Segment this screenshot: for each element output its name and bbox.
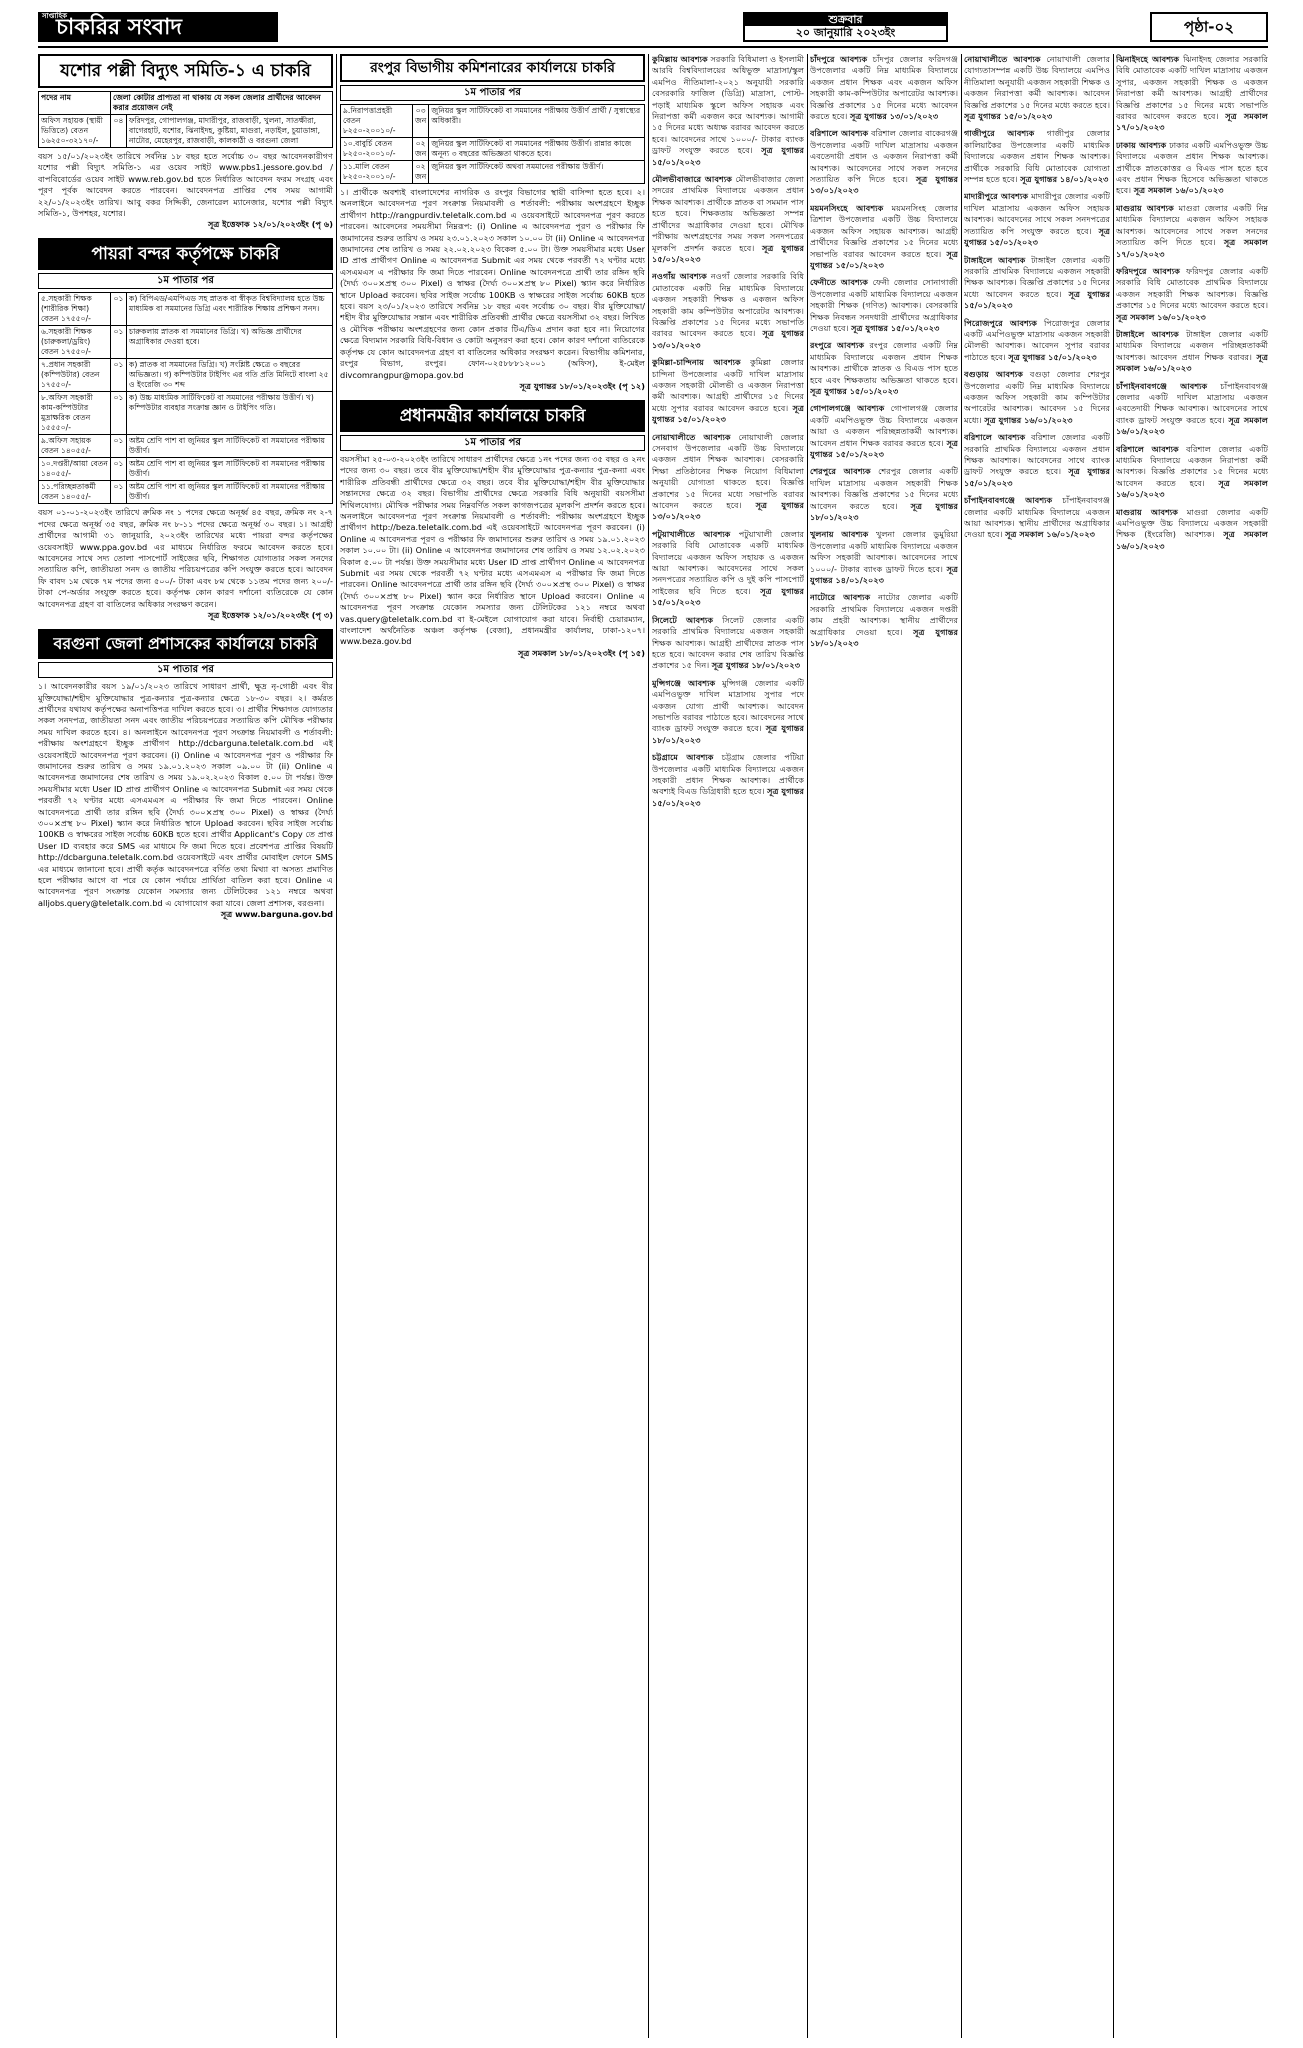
classified-ad	[652, 752, 804, 809]
classified-body: রংপুর জেলার একটি নিম্ন মাধ্যমিক বিদ্যালয়ে একজন প্রধান শিক্ষক আবশ্যক। প্রার্থীকে স্নাতক ও বিএড পাস হতে হবে এবং শিক্ষকতায় অভিজ্ঞতা থাকতে হবে।	[810, 340, 958, 385]
table-row	[39, 458, 333, 481]
count-cell: ০১	[111, 326, 127, 359]
classified-ad	[964, 255, 1110, 312]
post-cell: ৯.অফিস সহায়ক বেতন ১৪০৫৫/-	[39, 435, 111, 458]
classified-source: সূত্র যুগান্তর ১৫/০১/২০২৩	[964, 111, 1053, 122]
count-cell: ০২ জন	[413, 161, 429, 184]
classified-title: গোপালগঞ্জে আবশ্যক	[810, 403, 885, 414]
classified-body: বরিশাল জেলার একটি সরকারি প্রাথমিক বিদ্যালয়ে একজন প্রধান শিক্ষক আবশ্যক। আবেদনের সাথে ব্যাংক ড্রাফট সংযুক্ত করতে হবে।	[964, 432, 1110, 477]
classified-ad	[810, 128, 958, 196]
count-cell: ০১	[111, 435, 127, 458]
classified-source: সূত্র যুগান্তর ১৪/০১/২০২৩	[810, 563, 958, 586]
post-cell: ৭.প্রধান সহকারী (কম্পিউটার) বেতন ১৭৫৫০/-	[39, 359, 111, 392]
classified-source: সূত্র যুগান্তর ১৬/০১/২০২৩	[984, 414, 1073, 425]
article-source: সূত্র www.barguna.gov.bd	[220, 909, 333, 920]
post-cell: অফিস সহায়ক (স্থায়ী ভিত্তিতে) বেতন ১৬২৫০-৩২১৭০/-	[39, 115, 111, 148]
column-divider	[648, 54, 649, 2038]
rangpur-article	[340, 54, 645, 392]
classified-source: সূত্র যুগান্তর ১৫/০১/২০২৩	[964, 288, 1110, 311]
table-row	[39, 115, 333, 148]
classified-body: সিলেট জেলার একটি সরকারি প্রাথমিক বিদ্যালয়ে একজন সহকারী শিক্ষক আবশ্যক। আগ্রহী প্রার্থীদের স্নাতক পাস হতে হবে। আবেদন করার শেষ তারিখ বিজ্ঞপ্তি প্রকাশের ১৫ দিন।	[652, 614, 804, 671]
classified-source: সূত্র যুগান্তর ১৫/০১/২০২৩	[652, 786, 804, 808]
classified-source: সূত্র যুগান্তর ১৫/০১/২০২৩	[652, 145, 804, 167]
article-subhead: ১ম পাতার পর	[340, 435, 645, 451]
info-cell: অষ্টম শ্রেণি পাশ বা জুনিয়র স্কুল সার্টিফিকেট বা সমমানের পরীক্ষায় উত্তীর্ণ।	[127, 435, 333, 458]
count-cell: ০৪	[111, 115, 127, 148]
classified-ad	[652, 529, 804, 609]
classified-body: বরিশাল জেলার একটি মাধ্যমিক বিদ্যালয়ে একজন নিরাপত্তা কর্মী আবশ্যক। বিজ্ঞপ্তি প্রকাশের ১৫ দিনের মধ্যে আবেদন করতে হবে।	[1116, 443, 1268, 488]
column-divider	[961, 54, 962, 2038]
classified-body: গাজীপুর জেলার কালিয়াকৈর উপজেলার একটি মাধ্যমিক বিদ্যালয়ে একজন প্রধান শিক্ষক আবশ্যক। প্রার্থীকে সরকারি বিধি মোতাবেক যোগ্যতা সম্পন্ন হতে হবে।	[964, 128, 1110, 185]
classified-body: বগুড়া জেলার শেরপুর উপজেলার একটি নিম্ন মাধ্যমিক বিদ্যালয়ে একজন অফিস সহকারী কাম কম্পিউটার অপারেটর আবশ্যক। আবেদন ১৫ দিনের মধ্যে।	[964, 369, 1110, 425]
classified-source: সূত্র সমকাল ১৭/০১/২০২৩	[1116, 237, 1268, 259]
count-cell: ০১	[111, 359, 127, 392]
classified-title: পটুয়াখালীতে আবশ্যক	[652, 528, 731, 539]
classified-source: সূত্র যুগান্তর ১৫/০১/২০২৩	[810, 248, 958, 270]
count-cell: ০২ জন	[413, 138, 429, 161]
classified-title: নোয়াখালীতে আবশ্যক	[964, 54, 1041, 64]
classified-body: নওগাঁ জেলার সরকারি বিধি মোতাবেক একটি নিম্ন মাধ্যমিক বিদ্যালয়ে একজন সহকারী শিক্ষক ও একজন অফিস সহকারী কাম কম্পিউটার অপারেটর আবশ্যক। বিজ্ঞপ্তি প্রকাশের ১৫ দিনের মধ্যে সভাপতি বরাবর আবেদন করতে হবে।	[652, 271, 804, 339]
classified-source: সূত্র যুগান্তর ১৫/০১/২০২৩	[810, 437, 958, 459]
issue-day: শুক্রবার	[745, 14, 946, 26]
classified-source: সূত্র যুগান্তর ১৫/০১/২০২৩	[652, 585, 804, 608]
classified-title: কুমিল্লায় আবশ্যক	[652, 54, 708, 64]
classified-ad	[810, 466, 958, 523]
classified-source: সূত্র যুগান্তর ১৫/০১/২০২৩	[652, 402, 804, 425]
classified-body: নাটোর জেলার একটি সরকারি প্রাথমিক বিদ্যালয়ে একজন দপ্তরী কাম প্রহরী আবশ্যক। স্থানীয় প্রার্থীদের অগ্রাধিকার দেওয়া হবে।	[810, 592, 958, 637]
classified-title: মাগুরায় আবশ্যক	[1116, 202, 1174, 213]
classified-body: মাগুরা জেলার একটি এমপিওভুক্ত উচ্চ বিদ্যালয়ে একজন সহকারী শিক্ষক (ইংরেজি) আবশ্যক।	[1116, 506, 1268, 540]
classified-ad	[652, 678, 804, 746]
article-title: যশোর পল্লী বিদ্যুৎ সমিতি-১ এ চাকরি	[38, 54, 333, 88]
classified-ad	[652, 357, 804, 425]
classified-body: নোয়াখালী জেলার যোগ্যতাসম্পন্ন একটি উচ্চ বিদ্যালয়ে এমপিও নীতিমালা অনুযায়ী একজন সহকারী শিক্ষক ও একজন নিরাপত্তা কর্মী আবশ্যক। আবেদন বিজ্ঞপ্তি প্রকাশের ১৫ দিনের মধ্যে করতে হবে।	[964, 54, 1110, 110]
classified-source: সূত্র সমকাল ১৭/০১/২০২৩	[1116, 111, 1268, 133]
classified-source: সূত্র যুগান্তর ১৩/০১/২০২৩	[652, 328, 804, 350]
classified-ad	[652, 432, 804, 523]
classified-title: চাঁপাইনবাবগঞ্জে আবশ্যক	[1116, 380, 1208, 391]
barguna-article	[38, 629, 333, 920]
classified-source: সূত্র যুগান্তর ১৫/০১/২০২৩	[964, 225, 1110, 248]
column-c-classifieds	[652, 54, 804, 2038]
table-row	[39, 359, 333, 392]
classified-source: সূত্র যুগান্তর ১৫/০১/২০২৩	[652, 242, 804, 264]
classified-source: সূত্র সমকাল ১৬/০১/২০২৩	[1005, 529, 1095, 540]
table-header-cell: জেলা কোটার প্রাপ্যতা না থাকায় যে সকল জেলার প্রার্থীদের আবেদন করার প্রয়োজন নেই	[111, 92, 333, 115]
classified-title: নাটোরে আবশ্যক	[810, 592, 871, 603]
table-header-cell: পদের নাম	[39, 92, 111, 115]
classified-body: বরিশাল জেলার বাকেরগঞ্জ উপজেলার একটি দাখিল মাদ্রাসায় একজন এবতেদায়ী প্রধান ও একজন নিরাপত্তা কর্মী আবশ্যক। আবেদনের সাথে সকল সনদের সত্যায়িত কপি দিতে হবে।	[810, 128, 958, 185]
classified-title: গাজীপুরে আবশ্যক	[964, 128, 1035, 139]
table-row	[39, 481, 333, 504]
classified-body: চাঁপাইনবাবগঞ্জ জেলার একটি দাখিল মাদ্রাসায় একজন এবতেদায়ী শিক্ষক আবশ্যক। আবেদনের সাথে ব্যাংক ড্রাফট সংযুক্ত করতে হবে।	[1116, 380, 1268, 425]
classified-body: মুন্সিগঞ্জ জেলার একটি এমপিওভুক্ত দাখিল মাদ্রাসায় সুপার পদে একজন যোগ্য প্রার্থী আবশ্যক। আবেদন সভাপতি বরাবর পাঠাতে হবে। আবেদনের সাথে ব্যাংক ড্রাফট সংযুক্ত করতে হবে।	[652, 677, 804, 734]
post-cell: ৬.সহকারী শিক্ষক (চারুকলা/ড্রয়িং) বেতন ১৭৫৫০/-	[39, 326, 111, 359]
classified-title: সিলেটে আবশ্যক	[652, 614, 714, 625]
payra-article	[38, 238, 333, 621]
classified-ad	[964, 432, 1110, 489]
classified-title: চাঁদপুরে আবশ্যক	[810, 54, 868, 64]
classified-title: ফেনীতে আবশ্যক	[810, 277, 868, 288]
classified-body: খুলনা জেলার ডুমুরিয়া উপজেলার একটি মাধ্যমিক বিদ্যালয়ে একজন অফিস সহকারী আবশ্যক। আবেদনের সাথে ১০০০/- টাকার ব্যাংক ড্রাফট দিতে হবে।	[810, 529, 958, 574]
article-body: ১। আবেদনকারীর বয়স ১৯/০১/২০২৩ তারিখে সাধারণ প্রার্থী, ক্ষুদ্র নৃ-গোষ্ঠী এবং বীর মুক্তিযোদ্ধা/শহীদ মুক্তিযোদ্ধার পুত্র-কন্যার পুত্র-কন্যার ক্ষেত্রে ১৮-৩০ বছর। ২। কর্মরত প্রার্থীদের যথাযথ কর্তৃপক্ষের অনাপত্তিপত্র দাখিল করতে হবে। ৩। প্রার্থীর শিক্ষাগত যোগ্যতার সকল সনদপত্র, জাতীয়তা সনদ এবং জাতীয় পরিচয়পত্রের সত্যায়িত কপি মৌখিক পরীক্ষার সময় দাখিল করতে হবে। ৪। অনলাইনে আবেদনপত্র পূরণ সংক্রান্ত নিয়মাবলী ও শর্তাবলী: পরীক্ষায় অংশগ্রহণে ইচ্ছুক প্রার্থীগণ http://dcbarguna.teletalk.com.bd এই ওয়েবসাইটে আবেদনপত্র পূরণ করবেন। (i) Online এ আবেদনপত্র পূরণ ও পরীক্ষার ফি জমাদানের শুরুর তারিখ ও সময় ১৯.০১.২০২৩ সকাল ০৯.০০ টা (ii) Online এ আবেদনপত্র জমাদানের শেষ তারিখ ও সময় ১৯.০২.২০২৩ বিকাল ৫.০০ টা পর্যন্ত। উক্ত সময়সীমার মধ্যে User ID প্রাপ্ত প্রার্থীগণ Online এ আবেদনপত্র Submit এর সময় থেকে পরবর্তী ৭২ ঘণ্টার মধ্যে এসএমএস এ পরীক্ষার ফি জমা দিতে পারবেন। Online আবেদনপত্রে প্রার্থী তার রঙ্গিন ছবি (দৈর্ঘ্য ৩০০×প্রস্থ ৩০০ Pixel) ও স্বাক্ষর (দৈর্ঘ্য ৩০০×প্রস্থ ৮০ Pixel) স্ক্যান করে নির্ধারিত স্থানে Upload করবেন। ছবির সাইজ সর্বোচ্চ 100KB ও স্বাক্ষরের সাইজ সর্বোচ্চ 60KB হতে হবে। প্রার্থীর Applicant's Copy তে প্রাপ্ত User ID ব্যবহার করে SMS এর মাধ্যমে ফি জমা দিতে হবে। প্রবেশপত্র প্রাপ্তির বিষয়টি http://dcbarguna.teletalk.com.bd ওয়েবসাইটে এবং প্রার্থীর মোবাইল ফোনে SMS এর মাধ্যমে জানানো হবে। প্রার্থী কর্তৃক আবেদনপত্রে বর্ণিত তথ্য মিথ্যা বা অসত্য প্রমাণিত হলে পরীক্ষার আগে বা পরে যে কোন পর্যায়ে প্রার্থিতা বাতিল করা হবে। Online এ আবেদনপত্র পূরণ সংক্রান্ত যেকোন সমস্যার জন্য টেলিটকের ১২১ নম্বরে অথবা alljobs.query@teletalk.com.bd এ যোগাযোগ করা যাবে। জেলা প্রশাসক, বরগুনা।	[38, 681, 333, 908]
column-f-classifieds	[1116, 54, 1268, 2038]
table-row	[341, 138, 645, 161]
classified-body: ফরিদপুর জেলার একটি সরকারি বিধি মোতাবেক প্রাথমিক বিদ্যালয়ে একজন সহকারী শিক্ষক আবশ্যক। বিজ্ঞপ্তি প্রকাশের ১৫ দিনের মধ্যে আবেদন করতে হবে।	[1116, 265, 1268, 311]
classified-title: মাদারীপুরে আবশ্যক	[964, 191, 1029, 202]
classified-ad	[1116, 266, 1268, 323]
info-cell: জুনিয়র স্কুল সার্টিফিকেট বা সমমানের পরীক্ষায় উত্তীর্ণ। রান্নার কাজে অনূন্য ৩ বছরের অভিজ্ঞতা থাকতে হবে।	[429, 138, 645, 161]
classified-title: নওগাঁয় আবশ্যক	[652, 271, 707, 282]
info-cell: অষ্টম শ্রেণি পাশ বা জুনিয়র স্কুল সার্টিফিকেট বা সমমানের পরীক্ষায় উত্তীর্ণ।	[127, 481, 333, 504]
classified-ad	[1116, 140, 1268, 197]
article-subhead: ১ম পাতার পর	[38, 662, 333, 678]
classified-ad	[964, 128, 1110, 185]
classified-ad	[810, 203, 958, 271]
classified-title: টাঙ্গাইলে আবশ্যক	[1116, 328, 1179, 339]
classified-body: কুমিল্লা জেলার চান্দিনা উপজেলার একটি দাখিল মাদ্রাসায় একজন সহকারী মৌলভী ও একজন নিরাপত্তা কর্মী আবশ্যক। আগ্রহী প্রার্থীদের ১৫ দিনের মধ্যে সুপার বরাবর আবেদন করতে হবে।	[652, 357, 804, 413]
article-body: বয়স ০১-০১-২০২৩ইং তারিখে ক্রমিক নং ১ পদের ক্ষেত্রে অনূর্ধ্ব ৪৫ বছর, ক্রমিক নং ২-৭ পদের ক্ষেত্রে অনূর্ধ্ব ৩৫ বছর, ক্রমিক নং ৮-১১ পদের ক্ষেত্রে অনূর্ধ্ব ৩০ বছর। ১। আগ্রহী প্রার্থীদের আগামী ৩১ জানুয়ারি, ২০২৩ইং তারিখের মধ্যে পায়রা বন্দর কর্তৃপক্ষের ওয়েবসাইট www.ppa.gov.bd এর মাধ্যমে নির্ধারিত ফরমে আবেদন করতে হবে। আবেদনের সাথে সদ্য তোলা পাসপোর্ট সাইজের ছবি, শিক্ষাগত যোগ্যতার সকল সনদের সত্যায়িত কপি, জাতীয়তা সনদ ও জাতীয় পরিচয়পত্রের কপি সংযুক্ত করতে হবে। আবেদন ফি বাবদ ১ম থেকে ৭ম পদের জন্য ৫০০/- টাকা এবং ৮ম থেকে ১১তম পদের জন্য ২০০/- টাকা পে-অর্ডার সংযুক্ত করতে হবে। কর্তৃপক্ষ কোন কারণ দর্শানো ব্যতিরেকে যে কোন আবেদনপত্র গ্রহণ বা বাতিলের অধিকার সংরক্ষণ করেন।	[38, 507, 333, 609]
post-cell: ৫.সহকারী শিক্ষক (শারীরিক শিক্ষা) বেতন ১৭৫৫০/-	[39, 293, 111, 326]
classified-title: শেরপুরে আবশ্যক	[810, 466, 871, 477]
article-source: সূত্র সমকাল ১৮/০১/২০২৩ইং (পৃ ১৫)	[518, 647, 645, 658]
classified-title: বরিশালে আবশ্যক	[964, 432, 1026, 443]
classified-title: মুন্সিগঞ্জে আবশ্যক	[652, 677, 716, 688]
classified-title: ঢাকায় আবশ্যক	[1116, 139, 1167, 150]
classified-body: ঝিনাইদহ জেলার সরকারি বিধি মোতাবেক একটি দাখিল মাদ্রাসায় একজন সুপার, একজন সহকারী শিক্ষক ও একজন নিরাপত্তা কর্মী আবশ্যক। আগ্রহী প্রার্থীদের বিজ্ঞপ্তি প্রকাশের ১৫ দিনের মধ্যে সভাপতি বরাবর আবেদন করতে হবে।	[1116, 54, 1268, 122]
classified-ad	[810, 340, 958, 397]
article-body: বয়সসীমা ২৫-০৩-২০২৩ইং তারিখে সাধারণ প্রার্থীদের ক্ষেত্রে ১নং পদের জন্য ৩৫ বছর ও ২নং পদের জন্য ৩০ বছর। তবে বীর মুক্তিযোদ্ধা/শহীদ বীর মুক্তিযোদ্ধার পুত্র-কন্যার পুত্র-কন্যা এবং শারীরিক প্রতিবন্ধী প্রার্থীদের ক্ষেত্রে ৩২ বছর। তবে বীর মুক্তিযোদ্ধা/শহীদ বীর মুক্তিযোদ্ধার সন্তানদের ক্ষেত্রে ৩২ বছর। বিভাগীয় প্রার্থীদের ক্ষেত্রে সরকারি বিধি অনুযায়ী বয়সসীমা শিথিলযোগ্য। মৌখিক পরীক্ষার সময় নিম্নবর্ণিত সকল কাগজপত্রের মূলকপি প্রদর্শন করতে হবে। অনলাইনে আবেদনপত্র পূরণ সংক্রান্ত নিয়মাবলী ও শর্তাবলী: পরীক্ষায় অংশগ্রহণে ইচ্ছুক প্রার্থীগণ http://beza.teletalk.com.bd এই ওয়েবসাইটে আবেদনপত্র পূরণ করবেন। (i) Online এ আবেদনপত্র পূরণ ও পরীক্ষার ফি জমাদানের শুরুর তারিখ ও সময় ১৯.০১.২০২৩ সকাল ১০.০০ টা। (ii) Online এ আবেদনপত্র জমাদানের শেষ তারিখ ও সময় ১২.০২.২০২৩ বিকাল ৫.০০ টা পর্যন্ত। উক্ত সময়সীমার মধ্যে User ID প্রাপ্ত প্রার্থীগণ Online এ আবেদনপত্র Submit এর সময় থেকে পরবর্তী ৭২ ঘণ্টার মধ্যে এসএমএস এ পরীক্ষার ফি জমা দিতে পারবেন। Online আবেদনপত্রে প্রার্থী তার রঙ্গিন ছবি (দৈর্ঘ্য ৩০০×প্রস্থ ৩০০ Pixel) ও স্বাক্ষর (দৈর্ঘ্য ৩০০×প্রস্থ ৮০ Pixel) স্ক্যান করে নির্ধারিত স্থানে Upload করবেন। Online এ আবেদনপত্র পূরণ সংক্রান্ত যেকোন সমস্যার জন্য টেলিটকের ১২১ নম্বরে অথবা vas.query@teletalk.com.bd বা ই-মেইলে যোগাযোগ করা যাবে। নির্বাহী চেয়ারম্যান, বাংলাদেশ অর্থনৈতিক অঞ্চল কর্তৃপক্ষ (বেজা), প্রধানমন্ত্রীর কার্যালয়, ঢাকা-১২০৭। www.beza.gov.bd	[340, 453, 645, 647]
classified-source: সূত্র সমকাল ১৬/০১/২০২৩	[1116, 477, 1268, 500]
classified-ad	[652, 271, 804, 351]
article-title: প্রধানমন্ত্রীর কার্যালয়ে চাকরি	[340, 400, 645, 432]
classified-title: পিরোজপুরে আবশ্যক	[964, 317, 1037, 328]
post-cell: ১০.বাবুর্চি বেতন ৮২৫০-২০০১০/-	[341, 138, 413, 161]
classified-source: সূত্র সমকাল ১৬/০১/২০২৩	[1116, 529, 1268, 551]
classified-source: সূত্র যুগান্তর ১৫/০১/২০২৩	[964, 466, 1110, 488]
pmo-article	[340, 400, 645, 659]
classified-body: গোপালগঞ্জ জেলার একটি এমপিওভুক্ত উচ্চ বিদ্যালয়ে একজন আয়া ও একজন পরিচ্ছন্নতাকর্মী আবশ্যক। আবেদন প্রধান শিক্ষক বরাবর করতে হবে।	[810, 403, 958, 448]
classified-title: ফরিদপুরে আবশ্যক	[1116, 265, 1180, 276]
classified-ad	[810, 54, 958, 122]
classified-title: কুমিল্লা-চান্দিনায় আবশ্যক	[652, 357, 741, 368]
column-d-classifieds	[810, 54, 958, 2038]
classified-ad	[964, 54, 1110, 122]
post-cell: ৮.অফিস সহকারী কাম-কম্পিউটার মুদ্রাক্ষরিক বেতন ১৫৫৫০/-	[39, 392, 111, 435]
posts-table	[38, 91, 333, 148]
classified-body: নোয়াখালী জেলার সেনবাগ উপজেলার একটি উচ্চ বিদ্যালয়ে একজন প্রধান শিক্ষক আবশ্যক। বেসরকারি শিক্ষা প্রতিষ্ঠানের শিক্ষক নিয়োগ বিধিমালা অনুযায়ী যোগ্যতা থাকতে হবে। বিজ্ঞপ্তি প্রকাশের ১৫ দিনের মধ্যে সভাপতি বরাবর আবেদন করতে হবে।	[652, 431, 804, 511]
classified-body: পিরোজপুর জেলার একটি এমপিওভুক্ত মাদ্রাসায় একজন সহকারী মৌলভী আবশ্যক। আবেদন সুপার বরাবর পাঠাতে হবে।	[964, 317, 1110, 362]
info-cell: ক) স্নাতক বা সমমানের ডিগ্রি। খ) সংশ্লিষ্ট ক্ষেত্রে ৩ বছরের অভিজ্ঞতা। গ) কম্পিউটার টাইপিং এর গতি প্রতি মিনিটে বাংলা ২৫ ও ইংরেজি ৩০ শব্দ	[127, 359, 333, 392]
article-title: পায়রা বন্দর কর্তৃপক্ষে চাকরি	[38, 238, 333, 270]
column-e-classifieds	[964, 54, 1110, 2038]
classified-source: সূত্র যুগান্তর ১৩/০১/২০২৩	[810, 174, 958, 196]
classified-title: বরিশালে আবশ্যক	[810, 128, 869, 139]
newspaper-logo	[38, 12, 278, 42]
count-cell: ০৩ জন	[413, 105, 429, 138]
classified-ad	[1116, 507, 1268, 553]
count-cell: ০১	[111, 458, 127, 481]
article-subhead: ১ম পাতার পর	[38, 273, 333, 289]
posts-table	[340, 104, 645, 184]
article-subhead: ১ম পাতার পর	[340, 85, 645, 101]
classified-title: খুলনায় আবশ্যক	[810, 529, 869, 540]
table-row	[341, 105, 645, 138]
article-source: সূত্র যুগান্তর ১৮/০১/২০২৩ইং (পৃ ১২)	[519, 380, 645, 391]
classified-source: সূত্র যুগান্তর ১৫/০১/২০২৩	[810, 385, 899, 396]
classified-source: সূত্র সমকাল ১৬/০১/২০২৩	[1116, 351, 1268, 374]
classified-source: সূত্র যুগান্তর ১৫/০১/২০২৩	[1008, 351, 1097, 362]
count-cell: ০১	[111, 481, 127, 504]
classified-body: মাদারীপুর জেলার একটি দাখিল মাদ্রাসায় একজন অফিস সহায়ক আবশ্যক। আবেদনের সাথে সকল সনদপত্রের সত্যায়িত কপি সংযুক্ত করতে হবে।	[964, 191, 1110, 236]
classified-ad	[1116, 444, 1268, 501]
article-source: সূত্র ইত্তেফাক ১২/০১/২০২৩ইং (পৃ ৩)	[207, 610, 333, 621]
classified-body: সরকারি বিধিমালা ও ইসলামী আরবি বিশ্ববিদ্যালয়ের অধিভুক্ত মাদ্রাসা/স্কুল এমপিও নীতিমালা-২০২১ অনুযায়ী সরকারি বেসরকারি ফাজিল (ডিগ্রি) মাদ্রাসা, পোস্ট-পড়াই মাধ্যমিক স্কুলে অফিস সহায়ক এবং নিরাপত্তা কর্মী একজন করে আবশ্যক। আগামী ১৫ দিনের মধ্যে অধ্যক্ষ বরাবর আবেদন করতে হবে। আবেদনের সাথে ১০০০/- টাকার ব্যাংক ড্রাফট সংযুক্ত করতে হবে।	[652, 54, 804, 156]
classified-body: চাঁপাইনবাবগঞ্জ জেলার একটি মাধ্যমিক বিদ্যালয়ে একজন আয়া আবশ্যক। স্থানীয় প্রার্থীদের অগ্রাধিকার দেওয়া হবে।	[964, 495, 1110, 540]
article-title: রংপুর বিভাগীয় কমিশনারের কার্যালয়ে চাকরি	[340, 54, 645, 82]
classified-ad	[964, 191, 1110, 248]
classified-body: মৌলভীবাজার জেলা সদরের প্রাথমিক বিদ্যালয়ে একজন প্রধান শিক্ষক আবশ্যক। প্রার্থীকে স্নাতক বা সমমান পাস হতে হবে। শিক্ষকতায় অভিজ্ঞতা সম্পন্ন প্রার্থীদের অগ্রাধিকার দেওয়া হবে। মৌখিক পরীক্ষায় অংশগ্রহণের সময় সকল সনদপত্রের মূলকপি প্রদর্শন করতে হবে।	[652, 174, 804, 253]
table-row	[341, 161, 645, 184]
table-header-row	[39, 92, 333, 115]
post-cell: ৯.নিরাপত্তাপ্রহরী বেতন ৮২৫০-২০০১০/-	[341, 105, 413, 138]
classified-body: টাঙ্গাইল জেলার একটি মাধ্যমিক বিদ্যালয়ে একজন পরিচ্ছন্নতাকর্মী আবশ্যক। আবেদন প্রধান শিক্ষক বরাবর।	[1116, 328, 1268, 362]
posts-table	[38, 292, 333, 504]
classified-ad	[652, 174, 804, 265]
classified-source: সূত্র যুগান্তর ১৩/০১/২০২৩	[652, 500, 804, 522]
classified-ad	[810, 592, 958, 649]
classified-source: সূত্র সমকাল ১৬/০১/২০২৩	[1116, 414, 1268, 437]
count-cell: ০১	[111, 392, 127, 435]
classified-ad	[1116, 381, 1268, 438]
classified-ad	[810, 277, 958, 334]
table-row	[39, 392, 333, 435]
table-row	[39, 435, 333, 458]
info-cell: অষ্টম শ্রেণি পাশ বা জুনিয়র স্কুল সার্টিফিকেট বা সমমানের পরীক্ষায় উত্তীর্ণ।	[127, 458, 333, 481]
classified-ad	[964, 318, 1110, 364]
info-cell: ফরিদপুর, গোপালগঞ্জ, মাদারীপুর, রাজবাড়ী, খুলনা, সাতক্ষীরা, বাগেরহাট, যশোর, ঝিনাইদহ, কুষ্টিয়া, মাগুরা, নড়াইল, চুয়াডাঙ্গা, নাটোর, মেহেরপুর, রাজবাড়ী, কালকাঠী ও বরগুনা জেলা	[127, 115, 333, 148]
masthead	[38, 12, 1268, 42]
classified-source: সূত্র সমকাল ১৬/০১/২০২৩	[1133, 185, 1224, 196]
classified-ad	[810, 529, 958, 586]
column-a	[38, 54, 333, 2038]
classified-ad	[964, 369, 1110, 426]
classified-source: সূত্র যুগান্তর ১৮/০১/২০২৩	[810, 626, 958, 649]
classified-source: সূত্র যুগান্তর ১৮/০১/২০২৩	[711, 660, 801, 671]
classified-ad	[1116, 329, 1268, 375]
issue-date: ২০ জানুয়ারি ২০২৩ইং	[795, 26, 896, 39]
page-number: পৃষ্ঠা-০২	[1150, 12, 1268, 42]
classified-ad	[652, 54, 804, 168]
info-cell: জুনিয়র স্কুল সার্টিফিকেট বা সমমানের পরীক্ষায় উত্তীর্ণ প্রার্থী / সুস্বাস্থ্যের অধিকারী।	[429, 105, 645, 138]
classified-body: ময়মনসিংহ জেলার ত্রিশাল উপজেলার একটি উচ্চ বিদ্যালয়ে একজন অফিস সহায়ক আবশ্যক। আগ্রহী প্রার্থীদের বিজ্ঞপ্তি প্রকাশের ১৫ দিনের মধ্যে সভাপতি বরাবর আবেদন করতে হবে।	[810, 202, 958, 259]
table-row	[39, 326, 333, 359]
article-body: বয়স ১৫/০১/২০২৩ইং তারিখে সর্বনিম্ন ১৮ বছর হতে সর্বোচ্চ ৩০ বছর আবেদনকারীগণ যশোর পল্লী বিদ্যুৎ সমিতি-১ এর ওয়েব সাইট www.pbs1.jessore.gov.bd /বাপবিবোর্ডের ওয়েব সাইট www.reb.gov.bd হতে নির্ধারিত আবেদন ফরম সংগ্রহ এবং পূরণ পূর্বক আবেদন করতে পারবেন। আবেদনপত্র প্রাপ্তির শেষ সময় আগামী ২২/০১/২০২৩ইং তারিখ। আবু বকর সিদ্দিকী, জেনারেল ম্যানেজার, যশোর পল্লী বিদ্যুৎ সমিতি-১, উপশহর, যশোর।	[38, 151, 333, 219]
article-source: সূত্র ইত্তেফাক ১২/০১/২০২৩ইং (পৃ ৬)	[207, 219, 333, 230]
column-b	[340, 54, 645, 2038]
classified-title: নোয়াখালীতে আবশ্যক	[652, 431, 731, 442]
classified-title: বরিশালে আবশ্যক	[1116, 443, 1179, 454]
classified-body: শেরপুর জেলার একটি দাখিল মাদ্রাসায় একজন সহকারী শিক্ষক আবশ্যক। বিজ্ঞপ্তি প্রকাশের ১৫ দিনের মধ্যে আবেদন করতে হবে।	[810, 466, 958, 511]
column-divider	[1113, 54, 1114, 2038]
post-cell: ১০.দপ্তরী/আয়া বেতন ১৪০৫৫/-	[39, 458, 111, 481]
classified-title: মৌলভীবাজারে আবশ্যক	[652, 174, 732, 185]
classified-source: সূত্র যুগান্তর ১৪/০১/২০২৩	[1020, 174, 1109, 185]
classified-body: চাঁদপুর জেলার ফরিদগঞ্জ উপজেলার একটি নিম্ন মাধ্যমিক বিদ্যালয়ে একজন প্রধান শিক্ষক এবং একজন অফিস সহকারী কাম-কম্পিউটার অপারেটর আবশ্যক। বিজ্ঞপ্তি প্রকাশের ১৫ দিনের মধ্যে আবেদন করতে হবে।	[810, 54, 958, 122]
article-body: ১। প্রার্থীকে অবশ্যই বাংলাদেশের নাগরিক ও রংপুর বিভাগের স্থায়ী বাসিন্দা হতে হবে। ২। অনলাইনে আবেদনপত্র পূরণ সংক্রান্ত নিয়মাবলী ও শর্তাবলী: পরীক্ষায় অংশগ্রহণে ইচ্ছুক প্রার্থীগণ http://rangpurdiv.teletalk.com.bd এ ওয়েবসাইটে আবেদনপত্র পূরণ করতে পারবেন। আবেদনের সময়সীমা নিম্নরূপ: (i) Online এ আবেদনপত্র পূরণ ও পরীক্ষার ফি জমাদানের শুরুর তারিখ ও সময় ২৩.০১.২০২৩ সকাল ১০.০০ টা (ii) Online এ আবেদনপত্র জমাদানের শেষ তারিখ ও সময় ২২.০২.২০২৩ বিকেল ৫.০০ টা। উক্ত সময়সীমার মধ্যে User ID প্রাপ্ত প্রার্থীগণ Online এ আবেদনপত্র Submit এর সময় থেকে পরবর্তী ৭২ ঘণ্টার মধ্যে এসএমএস এ পরীক্ষার ফি জমা দিতে পারবেন। Online আবেদনপত্রে প্রার্থী তার রঙ্গিন ছবি (দৈর্ঘ্য ৩০০×প্রস্থ ৩০০ Pixel) ও স্বাক্ষর (দৈর্ঘ্য ৩০০×প্রস্থ ৮০ Pixel) স্ক্যান করে নির্ধারিত স্থানে Upload করবেন। ছবির সাইজ সর্বোচ্চ 100KB ও স্বাক্ষরের সাইজ সর্বোচ্চ 60KB হতে হবে। বয়স ২৩/০১/২০২৩ তারিখে সর্বনিম্ন ১৮ বছর এবং সর্বোচ্চ ৩০ বছর। বীর মুক্তিযোদ্ধা/শহীদ বীর মুক্তিযোদ্ধার সন্তান এবং শারীরিক প্রতিবন্ধী প্রার্থীর ক্ষেত্রে বয়সসীমা ৩২ বছর। লিখিত ও মৌখিক পরীক্ষায় অংশগ্রহণের জন্য কোন প্রকার টিএ/ডিএ প্রদান করা হবে না। নিয়োগের ক্ষেত্রে বিদ্যমান সরকারি বিধি-বিধান ও কোটা অনুসরণ করা হবে। কোন কারণ দর্শানো ব্যতিরেকে কর্তৃপক্ষ যে কোন আবেদনপত্র গ্রহণ বা বাতিলের অধিকার সংরক্ষণ করেন। বিভাগীয় কমিশনার, রংপুর বিভাগ, রংপুর। ফোন-০২৫৮৮৮১২০০১ (অফিস), ই-মেইল divcomrangpur@mopa.gov.bd	[340, 187, 645, 380]
classified-ad	[1116, 203, 1268, 260]
table-row	[39, 293, 333, 326]
classified-ad	[964, 495, 1110, 541]
classified-source: সূত্র যুগান্তর ১৮/০১/২০২৩	[652, 723, 804, 745]
classified-title: চট্টগ্রামে আবশ্যক	[652, 752, 714, 763]
classified-body: ঢাকার একটি এমপিওভুক্ত উচ্চ বিদ্যালয়ে একজন প্রধান শিক্ষক আবশ্যক। প্রার্থীকে স্নাতকোত্তর ও বিএড পাস হতে হবে এবং প্রধান শিক্ষক হিসেবে অভিজ্ঞতা থাকতে হবে।	[1116, 139, 1268, 196]
info-cell: জুনিয়র স্কুল সার্টিফিকেট অথবা সমমানের পরীক্ষায় উত্তীর্ণ।	[429, 161, 645, 184]
post-cell: ১১.পরিচ্ছন্নতাকর্মী বেতন ১৪০৫৫/-	[39, 481, 111, 504]
logo-tagline: সাপ্তাহিক	[42, 11, 68, 20]
classified-ad	[652, 615, 804, 672]
classified-source: সূত্র যুগান্তর ১৫/০১/২০২৩	[851, 322, 940, 333]
classified-source: সূত্র সমকাল ১৬/০১/২০২৩	[1116, 311, 1206, 322]
classified-title: ময়মনসিংহে আবশ্যক	[810, 202, 884, 213]
classified-title: চাঁপাইনবাবগঞ্জে আবশ্যক	[964, 495, 1053, 506]
classified-body: টাঙ্গাইল জেলার একটি সরকারি প্রাথমিক বিদ্যালয়ে একজন সহকারী শিক্ষক আবশ্যক। বিজ্ঞপ্তি প্রকাশের ১৫ দিনের মধ্যে আবেদন করতে হবে।	[964, 254, 1110, 299]
header-divider	[38, 46, 1268, 48]
post-cell: ১১.মালি বেতন ৮২৫০-২০০১০/-	[341, 161, 413, 184]
classified-body: ফেনী জেলার সোনাগাজী উপজেলার একটি মাধ্যমিক বিদ্যালয়ে একজন সহকারী শিক্ষক (গণিত) আবশ্যক। বেসরকারি শিক্ষক নিবন্ধন সনদধারী প্রার্থীদের অগ্রাধিকার দেওয়া হবে।	[810, 277, 958, 333]
info-cell: ক) উচ্চ মাধ্যমিক সার্টিফিকেট বা সমমানের পরীক্ষায় উত্তীর্ণ। খ) কম্পিউটার ব্যবহার সংক্রান্ত জ্ঞান ও টাইপিং গতি।	[127, 392, 333, 435]
classified-title: বগুড়ায় আবশ্যক	[964, 369, 1024, 380]
classified-ad	[810, 403, 958, 460]
jessore-article	[38, 54, 333, 230]
classified-body: পটুয়াখালী জেলার সরকারি বিধি মোতাবেক একটি মাধ্যমিক বিদ্যালয়ে একজন অফিস সহায়ক ও একজন আয়া আবশ্যক। আবেদনের সাথে সকল সনদপত্রের সত্যায়িত কপি ও দুই কপি পাসপোর্ট সাইজের ছবি দিতে হবে।	[652, 528, 804, 596]
classified-title: ঝিনাইদহে আবশ্যক	[1116, 54, 1180, 64]
column-divider	[807, 54, 808, 2038]
column-divider	[336, 54, 337, 2038]
article-title: বরগুনা জেলা প্রশাসকের কার্যালয়ে চাকরি	[38, 629, 333, 659]
info-cell: ক) বিপিএড/এমপিএড সহ স্নাতক বা স্বীকৃত বিশ্ববিদ্যালয় হতে উচ্চ মাধ্যমিক বা সমমানের ডিগ্রি এবং শারীরিক শিক্ষায় প্রশিক্ষণ সনদ।	[127, 293, 333, 326]
classified-title: টাঙ্গাইলে আবশ্যক	[964, 254, 1026, 265]
classified-title: রংপুরে আবশ্যক	[810, 340, 865, 351]
info-cell: চারুকলায় স্নাতক বা সমমানের ডিগ্রি। খ) অভিজ্ঞ প্রার্থীদের অগ্রাধিকার দেওয়া হবে।	[127, 326, 333, 359]
classified-ad	[1116, 54, 1268, 134]
count-cell: ০১	[111, 293, 127, 326]
issue-date-box	[743, 12, 948, 42]
classified-source: সূত্র যুগান্তর ১৮/০১/২০২৩	[810, 500, 958, 523]
classified-body: চট্টগ্রাম জেলার পটিয়া উপজেলার একটি মাধ্যমিক বিদ্যালয়ে একজন সহকারী প্রধান শিক্ষক আবশ্যক। প্রার্থীকে অবশ্যই বিএড ডিগ্রিধারী হতে হবে।	[652, 752, 804, 797]
classified-body: মাগুরা জেলার একটি নিম্ন মাধ্যমিক বিদ্যালয়ে একজন অফিস সহায়ক আবশ্যক। আবেদনের সাথে সকল সনদের সত্যায়িত কপি দিতে হবে।	[1116, 202, 1268, 248]
classified-source: সূত্র যুগান্তর ১৩/০১/২০২৩	[849, 111, 939, 122]
logo-text: চাকরির সংবাদ	[56, 14, 182, 40]
classified-title: মাগুরায় আবশ্যক	[1116, 506, 1179, 517]
